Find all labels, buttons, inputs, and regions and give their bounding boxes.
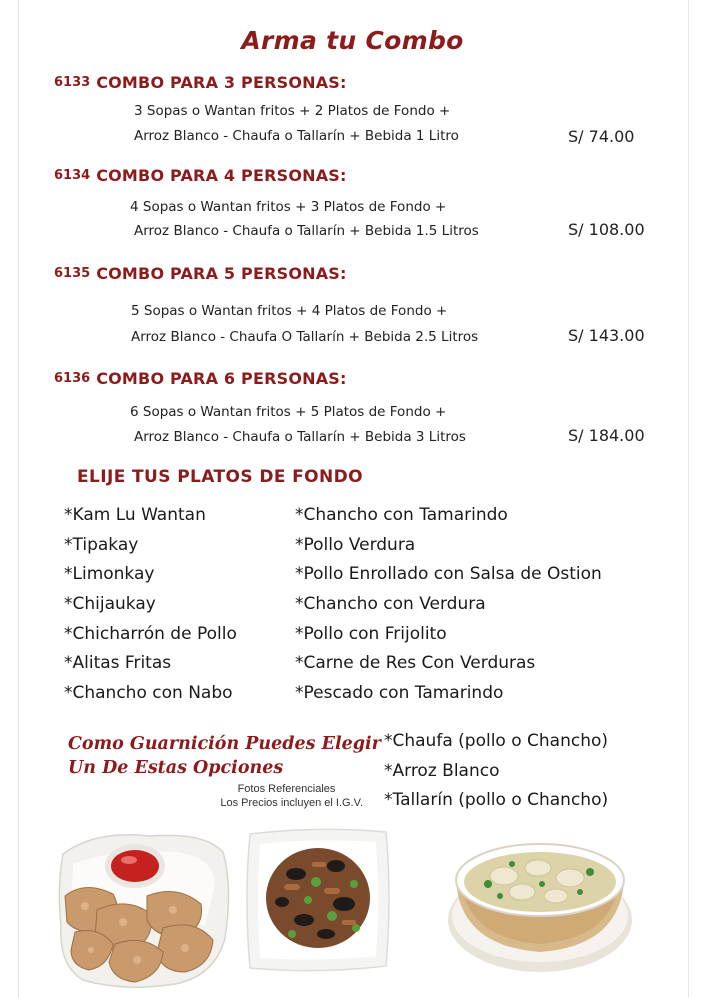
dish-item: *Kam Lu Wantan xyxy=(64,505,206,525)
side-dish-item: *Tallarín (pollo o Chancho) xyxy=(384,790,609,810)
dish-item: *Chancho con Tamarindo xyxy=(295,505,508,525)
combo-price: S/ 143.00 xyxy=(568,326,645,345)
combo-price: S/ 184.00 xyxy=(568,426,645,445)
combo-description-line: Arroz Blanco - Chaufa o Tallarín + Bebida 1.5 Litros xyxy=(134,223,479,239)
combo-name: COMBO PARA 6 PERSONAS: xyxy=(96,369,347,388)
combo-code: 6133 xyxy=(54,75,91,90)
photo-note: Fotos Referenciales xyxy=(237,783,336,795)
combo-description-line: 3 Sopas o Wantan fritos + 2 Platos de Fondo + xyxy=(134,103,451,119)
dish-item: *Chicharrón de Pollo xyxy=(64,624,237,644)
dish-item: *Tipakay xyxy=(64,535,139,555)
dish-item: *Chancho con Nabo xyxy=(64,683,233,703)
price-notes xyxy=(180,782,363,810)
wonton-soup-photo xyxy=(442,828,637,976)
dish-item: *Chancho con Verdura xyxy=(295,594,486,614)
combo-price: S/ 108.00 xyxy=(568,220,645,239)
dish-item: *Pollo Verdura xyxy=(295,535,416,555)
dish-item: *Chijaukay xyxy=(64,594,156,614)
combo-description-line: Arroz Blanco - Chaufa O Tallarín + Bebida 2.5 Litros xyxy=(131,329,479,345)
side-dish-item: *Chaufa (pollo o Chancho) xyxy=(384,731,609,751)
combo-code: 6134 xyxy=(54,168,91,183)
combo-name: COMBO PARA 4 PERSONAS: xyxy=(96,166,347,185)
combo-description-line: Arroz Blanco - Chaufa o Tallarín + Bebida 3 Litros xyxy=(134,429,466,445)
stir-fry-photo xyxy=(244,824,392,974)
combo-description-line: 5 Sopas o Wantan fritos + 4 Platos de Fondo + xyxy=(131,303,448,319)
combo-code: 6135 xyxy=(54,266,91,281)
section-title: ELIJE TUS PLATOS DE FONDO xyxy=(77,467,364,487)
combo-name: COMBO PARA 3 PERSONAS: xyxy=(96,73,347,92)
dish-item: *Limonkay xyxy=(64,564,155,584)
side-dish-heading: Como Guarnición Puedes Elegir Un De Estas Opciones xyxy=(68,734,381,778)
combo-description-line: 6 Sopas o Wantan fritos + 5 Platos de Fondo + xyxy=(130,404,447,420)
page-title: Arma tu Combo xyxy=(241,26,464,55)
dish-item: *Carne de Res Con Verduras xyxy=(295,653,536,673)
dish-item: *Pollo Enrollado con Salsa de Ostion xyxy=(295,564,602,584)
dish-item: *Pescado con Tamarindo xyxy=(295,683,504,703)
combo-name: COMBO PARA 5 PERSONAS: xyxy=(96,264,347,283)
combo-description-line: Arroz Blanco - Chaufa o Tallarín + Bebida 1 Litro xyxy=(134,128,459,144)
side-dish-item: *Arroz Blanco xyxy=(384,761,500,781)
dish-item: *Alitas Fritas xyxy=(64,653,172,673)
tax-note: Los Precios incluyen el I.G.V. xyxy=(220,797,363,809)
combo-code: 6136 xyxy=(54,371,91,386)
fried-wonton-photo xyxy=(55,826,235,991)
dish-item: *Pollo con Frijolito xyxy=(295,624,447,644)
combo-price: S/ 74.00 xyxy=(568,127,635,146)
combo-description-line: 4 Sopas o Wantan fritos + 3 Platos de Fondo + xyxy=(130,199,447,215)
